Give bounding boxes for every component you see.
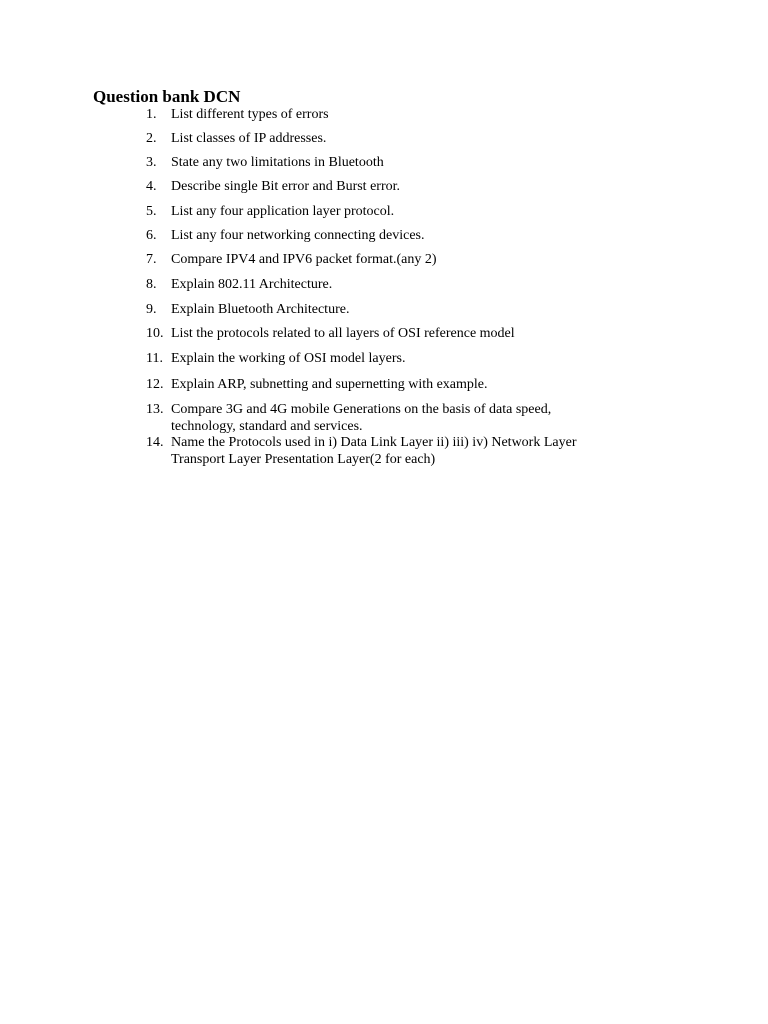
list-item: [146, 252, 606, 269]
list-item: [146, 179, 606, 196]
list-item: [146, 326, 606, 343]
item-text: Compare IPV4 and IPV6 packet format.(any 2): [171, 252, 437, 267]
list-item: [146, 302, 606, 319]
list-item: [146, 107, 606, 124]
list-item: [146, 351, 606, 368]
item-number: 6.: [146, 228, 157, 243]
item-text: List the protocols related to all layers of OSI reference model: [171, 326, 515, 341]
item-number: 8.: [146, 277, 157, 292]
item-number: 14.: [146, 435, 164, 450]
item-number: 7.: [146, 252, 157, 267]
item-number: 10.: [146, 326, 164, 341]
list-item: [146, 228, 606, 245]
item-number: 3.: [146, 155, 157, 170]
item-text: List different types of errors: [171, 107, 329, 122]
list-item: [146, 204, 606, 221]
item-number: 9.: [146, 302, 157, 317]
item-text: Compare 3G and 4G mobile Generations on the basis of data speed, technology, standard and services.: [171, 402, 552, 434]
item-number: 4.: [146, 179, 157, 194]
item-text: List classes of IP addresses.: [171, 131, 327, 146]
item-text: Explain the working of OSI model layers.: [171, 351, 406, 366]
item-text: Describe single Bit error and Burst error.: [171, 179, 400, 194]
item-number: 5.: [146, 204, 157, 219]
item-number: 2.: [146, 131, 157, 146]
item-number: 13.: [146, 402, 164, 417]
item-text: Explain ARP, subnetting and supernetting with example.: [171, 377, 488, 392]
item-text: Name the Protocols used in i) Data Link Layer ii) iii) iv) Network Layer Transport Layer Presentation Layer(2 for each): [171, 435, 577, 467]
item-text: List any four networking connecting devices.: [171, 228, 425, 243]
item-number: 12.: [146, 377, 164, 392]
item-text: State any two limitations in Bluetooth: [171, 155, 384, 170]
list-item: [146, 155, 606, 172]
item-number: 11.: [146, 351, 163, 366]
list-item: [146, 435, 606, 468]
item-text: List any four application layer protocol.: [171, 204, 395, 219]
item-text: Explain 802.11 Architecture.: [171, 277, 333, 292]
list-item: [146, 377, 606, 394]
item-text: Explain Bluetooth Architecture.: [171, 302, 350, 317]
page-title: Question bank DCN: [93, 87, 241, 106]
list-item: [146, 277, 606, 294]
item-number: 1.: [146, 107, 157, 122]
list-item: [146, 402, 606, 435]
list-item: [146, 131, 606, 148]
